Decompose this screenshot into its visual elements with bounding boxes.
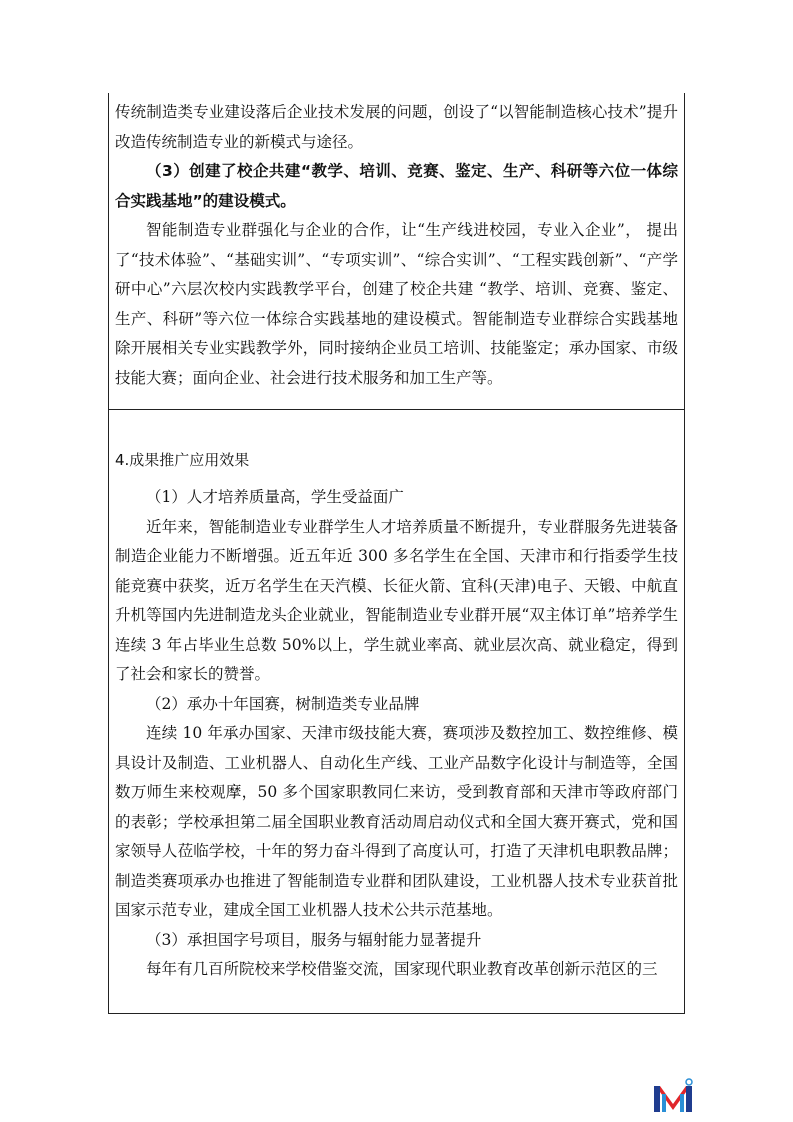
point3-body: 智能制造专业群强化与企业的合作，让“生产线进校园，专业入企业”， 提出了“技术体验”、“基础实训”、“专项实训”、“综合实训”、“工程实践创新”、“产学研中心”六层次校内实践教学平台，创建了校企共建 “教学、培训、竞赛、鉴定、生产、科研”等六位一体综合实践基地的建设模式。智能制造专业群综合实践基地除开展相关专业实践教学外，同时接纳企业员工培训、技能鉴定；承办国家、市级技能大赛；面向企业、社会进行技术服务和加工生产等。 <box>115 221 678 387</box>
school-logo-icon <box>652 1078 694 1114</box>
sub1-title: （1）人才培养质量高，学生受益面广 <box>146 488 404 506</box>
sub1-body: 近年来，智能制造业专业群学生人才培养质量不断提升，专业群服务先进装备制造企业能力不断增强。近五年近 300 多名学生在全国、天津市和行指委学生技能竞赛中获奖，近万名学生在天汽模、长征火箭、宜科(天津)电子、天锻、中航直升机等国内先进制造龙头企业就业，智能制造业专业群开展“双主体订单”培养学生连续 3 年占毕业生总数 50%以上，学生就业率高、就业层次高、就业稳定，得到了社会和家长的赞誉。 <box>115 517 678 683</box>
sub3-title: （3）承担国字号项目，服务与辐射能力显著提升 <box>146 930 482 949</box>
point3-title: （3）创建了校企共建“教学、培训、竞赛、鉴定、生产、科研等六位一体综合实践基地”的建设模式。 <box>115 162 678 210</box>
continuation-paragraph: 传统制造类专业建设落后企业技术发展的问题，创设了“以智能制造核心技术”提升改造传统制造专业的新模式与途径。 <box>115 103 678 151</box>
section-continuation <box>115 98 678 393</box>
section4-heading: 4.成果推广应用效果 <box>115 451 250 469</box>
sub3-body: 每年有几百所院校来学校借鉴交流，国家现代职业教育改革创新示范区的三 <box>146 960 658 978</box>
section4 <box>115 446 678 476</box>
section4-body <box>115 483 678 985</box>
sub2-title: （2）承办十年国赛，树制造类专业品牌 <box>146 694 420 713</box>
sub2-body: 连续 10 年承办国家、天津市级技能大赛，赛项涉及数控加工、数控维修、模具设计及制造、工业机器人、自动化生产线、工业产品数字化设计与制造等，全国数万师生来校观摩，50 多个国家职教同仁来访，受到教育部和天津市等政府部门的表彰；学校承担第二届全国职业教育活动周启动仪式和全国大赛开赛式，党和国家领导人莅临学校，十年的努力奋斗得到了高度认可，打造了天津机电职教品牌；制造类赛项承办也推进了智能制造专业群和团队建设，工业机器人技术专业获首批国家示范专业，建成全国工业机器人技术公共示范基地。 <box>115 724 678 919</box>
